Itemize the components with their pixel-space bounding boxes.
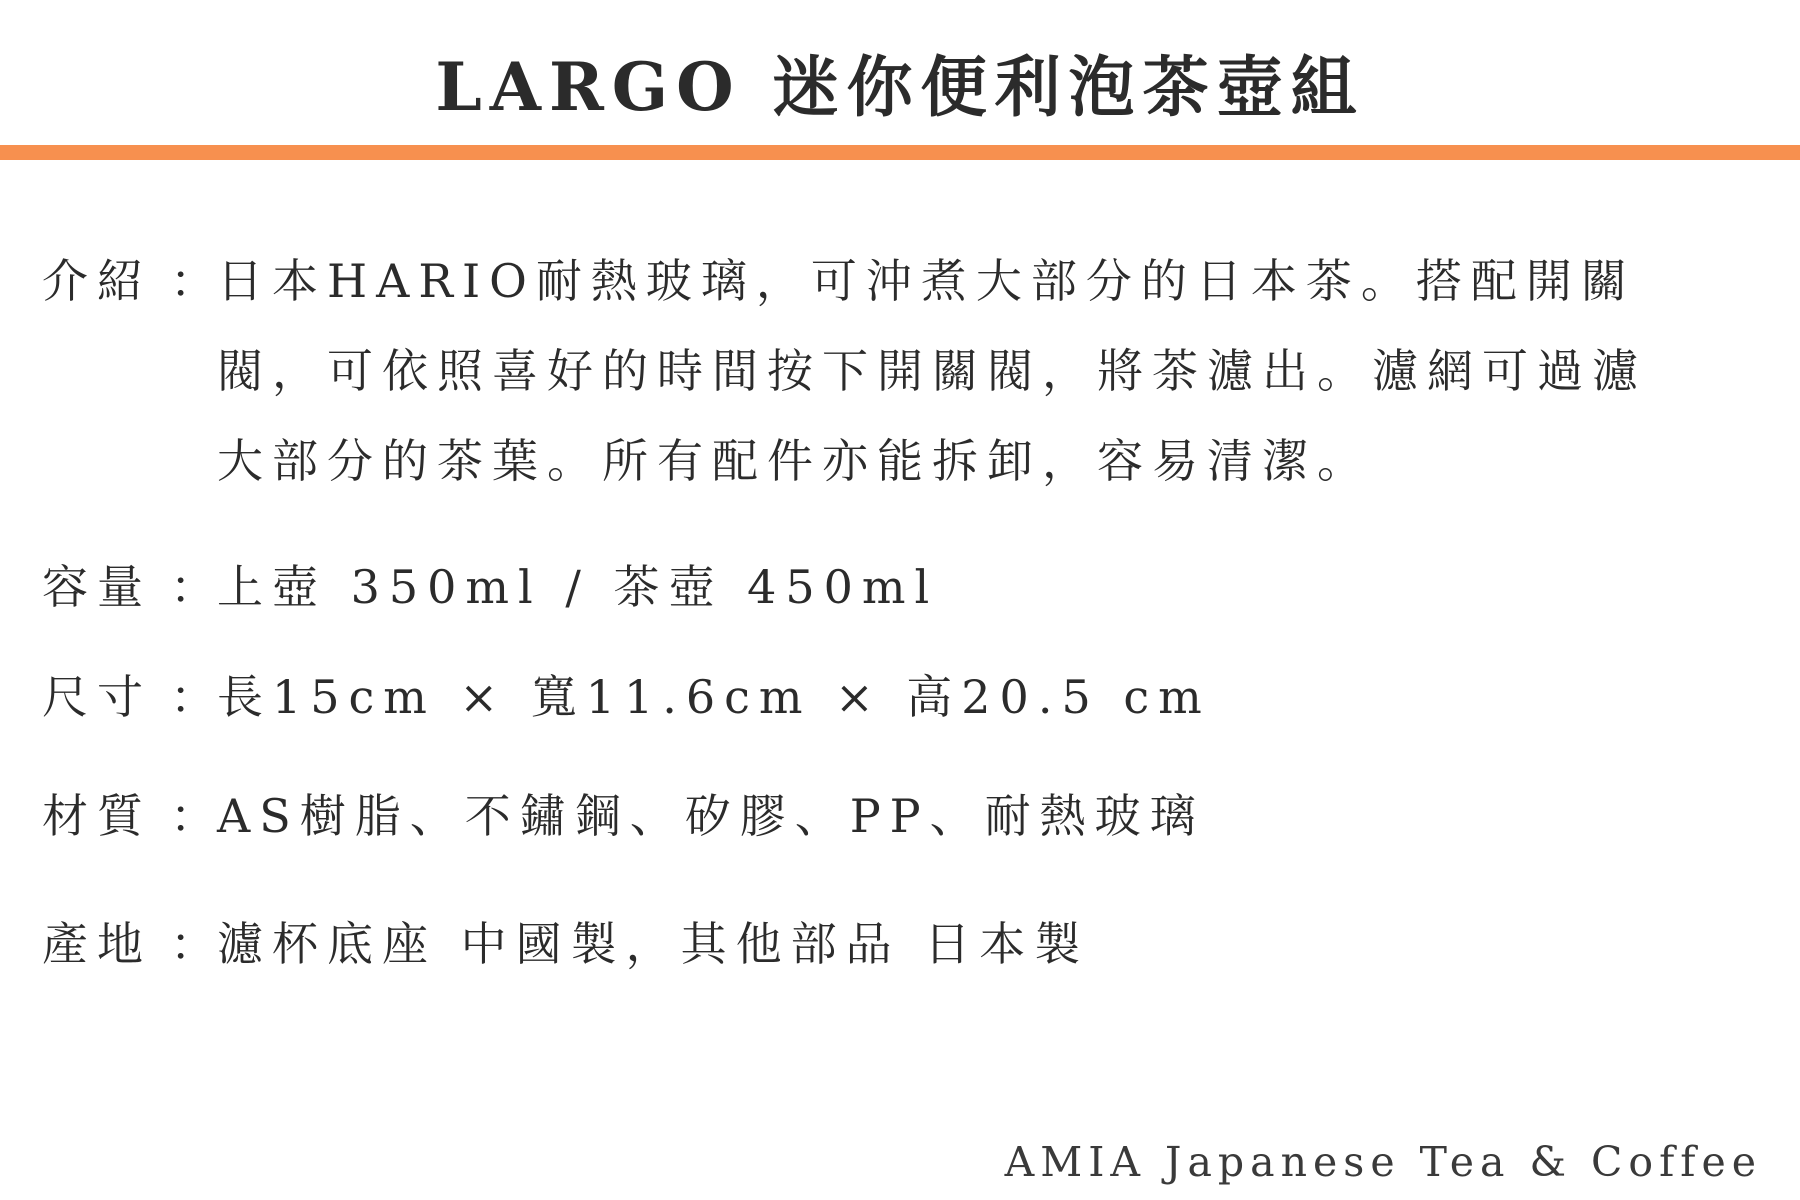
intro-line: 日本HARIO耐熱玻璃，可沖煮大部分的日本茶。搭配開關 bbox=[217, 254, 1636, 308]
spec-value-dimensions: 長15cm × 寬11.6cm × 高20.5 cm bbox=[217, 670, 1211, 724]
spec-label-origin: 產地 bbox=[42, 917, 152, 971]
spec-separator: ： bbox=[170, 917, 225, 971]
page-title: LARGO 迷你便利泡茶壺組 bbox=[435, 48, 1365, 126]
spec-separator: ： bbox=[170, 789, 225, 843]
spec-label-intro: 介紹 bbox=[42, 254, 152, 308]
accent-bar bbox=[0, 145, 1800, 160]
spec-separator: ： bbox=[170, 254, 225, 308]
intro-line: 大部分的茶葉。所有配件亦能拆卸，容易清潔。 bbox=[217, 434, 1372, 488]
spec-separator: ： bbox=[170, 670, 225, 724]
intro-text bbox=[217, 236, 1647, 506]
spec-separator: ： bbox=[170, 560, 225, 614]
header bbox=[0, 0, 1800, 145]
intro-line: 閥，可依照喜好的時間按下開關閥，將茶濾出。濾網可過濾 bbox=[217, 344, 1647, 398]
spec-label-capacity: 容量 bbox=[42, 560, 152, 614]
spec-value-material: AS樹脂、不鏽鋼、矽膠、PP、耐熱玻璃 bbox=[217, 789, 1205, 843]
spec-value-origin: 濾杯底座 中國製，其他部品 日本製 bbox=[217, 917, 1090, 971]
spec-label-dimensions: 尺寸 bbox=[42, 670, 152, 724]
brand-footer: AMIA Japanese Tea & Coffee bbox=[1004, 1138, 1762, 1186]
spec-value-capacity: 上壺 350ml / 茶壺 450ml bbox=[217, 560, 939, 614]
spec-label-material: 材質 bbox=[42, 789, 152, 843]
